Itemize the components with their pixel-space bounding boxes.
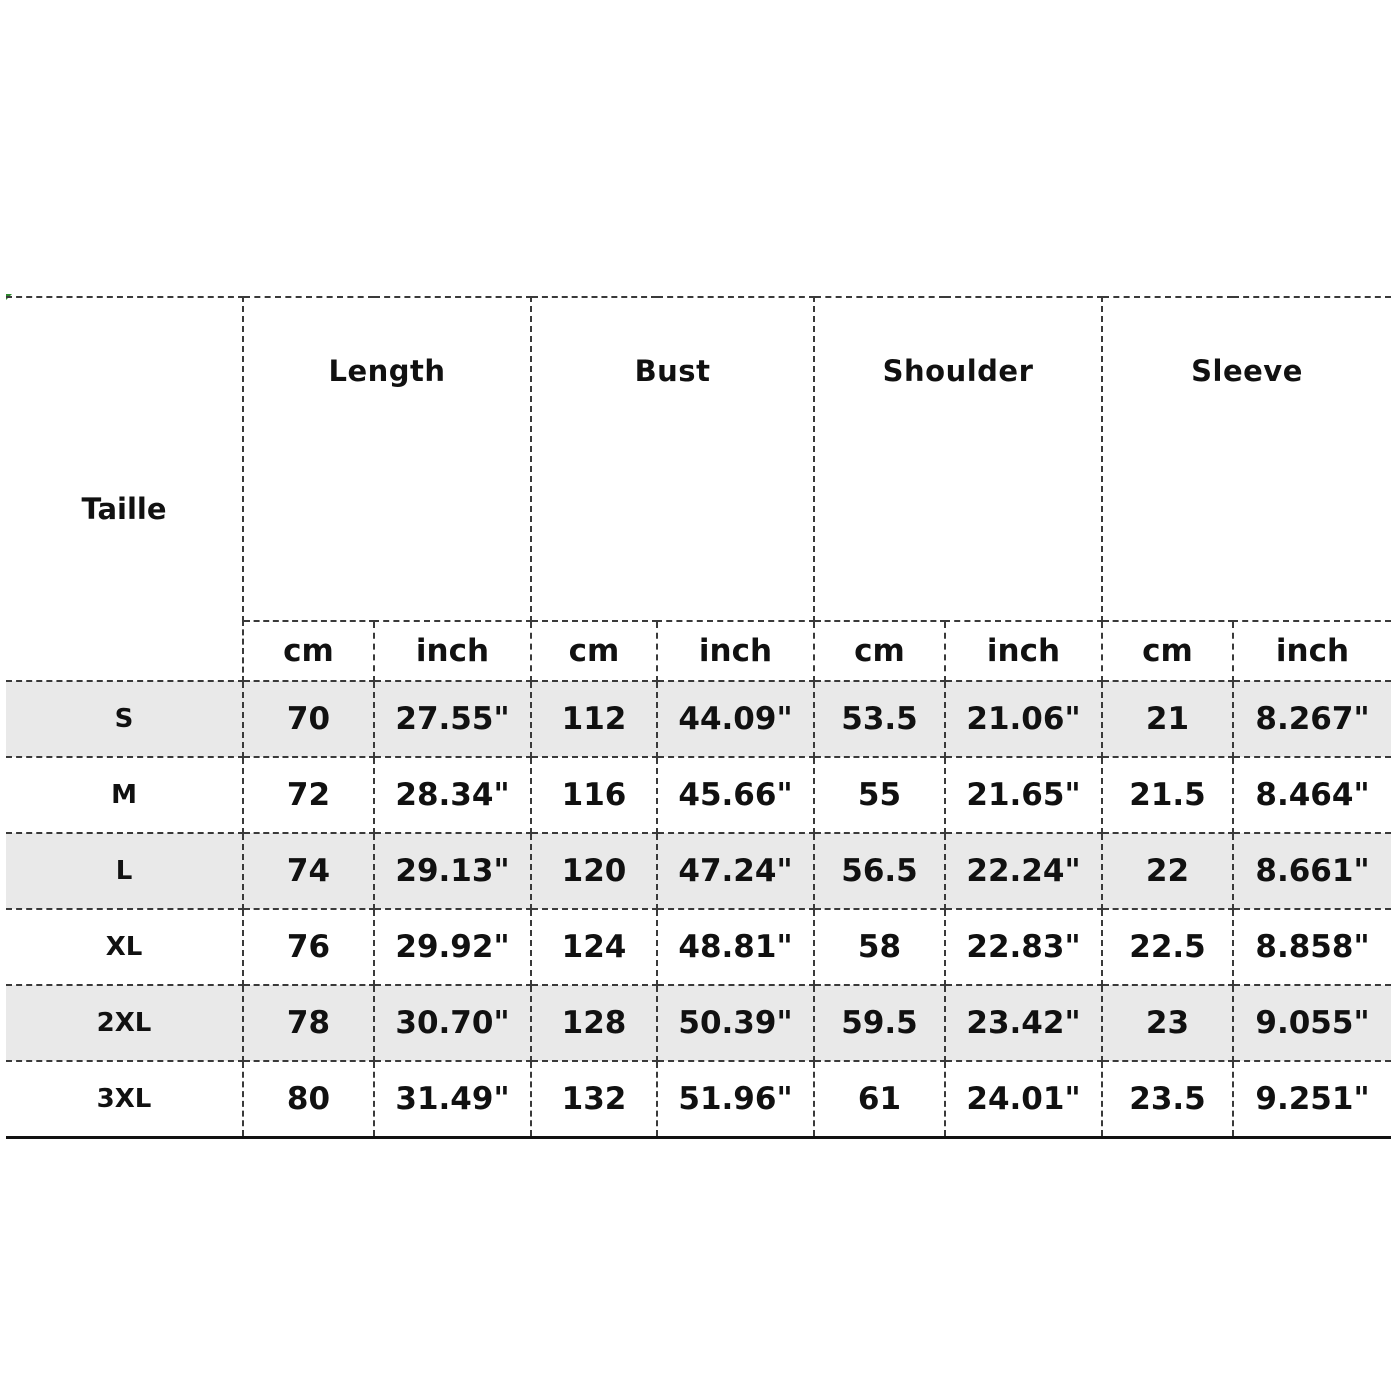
size-chart-table (6, 296, 1391, 1139)
value-cell: 22 (1102, 833, 1233, 909)
value-cell: 128 (531, 985, 657, 1061)
length-header: Length (243, 297, 531, 621)
value-cell: 116 (531, 757, 657, 833)
table-row (6, 757, 1391, 833)
value-cell: 23.5 (1102, 1061, 1233, 1138)
value-cell: 23 (1102, 985, 1233, 1061)
value-cell: 8.661" (1233, 833, 1391, 909)
value-cell: 56.5 (814, 833, 945, 909)
value-cell: 21 (1102, 681, 1233, 757)
value-cell: 50.39" (657, 985, 814, 1061)
table-row (6, 681, 1391, 757)
value-cell: 9.055" (1233, 985, 1391, 1061)
value-cell: 58 (814, 909, 945, 985)
value-cell: 55 (814, 757, 945, 833)
unit-header: cm (814, 621, 945, 681)
value-cell: 132 (531, 1061, 657, 1138)
value-cell: 124 (531, 909, 657, 985)
size-cell: L (6, 833, 243, 909)
value-cell: 48.81" (657, 909, 814, 985)
value-cell: 51.96" (657, 1061, 814, 1138)
value-cell: 44.09" (657, 681, 814, 757)
sleeve-header: Sleeve (1102, 297, 1391, 621)
value-cell: 78 (243, 985, 374, 1061)
value-cell: 76 (243, 909, 374, 985)
shoulder-header: Shoulder (814, 297, 1102, 621)
value-cell: 22.24" (945, 833, 1102, 909)
value-cell: 21.65" (945, 757, 1102, 833)
value-cell: 30.70" (374, 985, 531, 1061)
value-cell: 61 (814, 1061, 945, 1138)
value-cell: 8.267" (1233, 681, 1391, 757)
unit-header: cm (531, 621, 657, 681)
unit-header: inch (1233, 621, 1391, 681)
size-column-header: Taille (6, 297, 243, 681)
size-cell: M (6, 757, 243, 833)
table-row (6, 985, 1391, 1061)
unit-header: inch (657, 621, 814, 681)
value-cell: 74 (243, 833, 374, 909)
value-cell: 9.251" (1233, 1061, 1391, 1138)
value-cell: 22.5 (1102, 909, 1233, 985)
value-cell: 8.464" (1233, 757, 1391, 833)
value-cell: 112 (531, 681, 657, 757)
value-cell: 59.5 (814, 985, 945, 1061)
value-cell: 47.24" (657, 833, 814, 909)
value-cell: 80 (243, 1061, 374, 1138)
value-cell: 29.92" (374, 909, 531, 985)
value-cell: 31.49" (374, 1061, 531, 1138)
value-cell: 28.34" (374, 757, 531, 833)
value-cell: 21.5 (1102, 757, 1233, 833)
size-cell: 3XL (6, 1061, 243, 1138)
value-cell: 70 (243, 681, 374, 757)
value-cell: 22.83" (945, 909, 1102, 985)
value-cell: 8.858" (1233, 909, 1391, 985)
value-cell: 24.01" (945, 1061, 1102, 1138)
table-row (6, 909, 1391, 985)
bust-header: Bust (531, 297, 814, 621)
table-row (6, 1061, 1391, 1138)
unit-header: cm (243, 621, 374, 681)
value-cell: 45.66" (657, 757, 814, 833)
header-row-groups (6, 297, 1391, 621)
size-cell: S (6, 681, 243, 757)
value-cell: 120 (531, 833, 657, 909)
table-row (6, 833, 1391, 909)
unit-header: inch (374, 621, 531, 681)
value-cell: 53.5 (814, 681, 945, 757)
value-cell: 29.13" (374, 833, 531, 909)
value-cell: 72 (243, 757, 374, 833)
value-cell: 23.42" (945, 985, 1102, 1061)
size-cell: 2XL (6, 985, 243, 1061)
unit-header: inch (945, 621, 1102, 681)
value-cell: 21.06" (945, 681, 1102, 757)
unit-header: cm (1102, 621, 1233, 681)
size-cell: XL (6, 909, 243, 985)
value-cell: 27.55" (374, 681, 531, 757)
